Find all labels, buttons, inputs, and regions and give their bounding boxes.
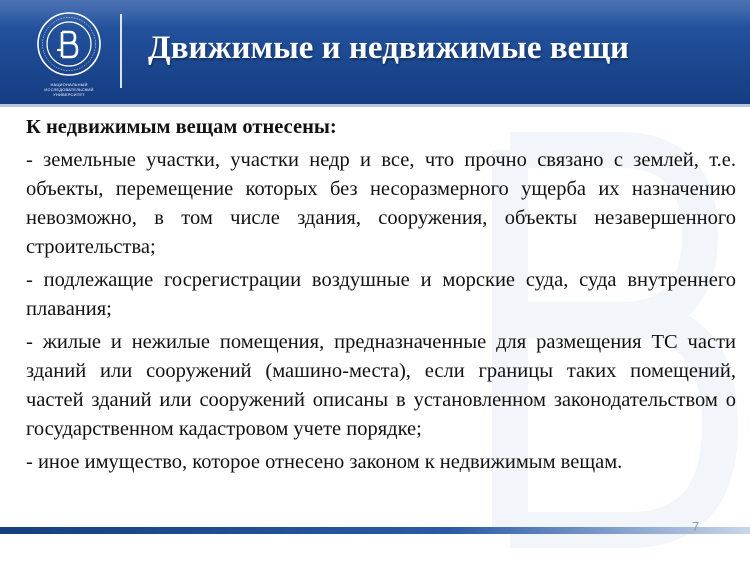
page-number: 7 <box>692 519 700 534</box>
list-item: - жилые и нежилые помещения, предназначенные для размещения ТС части зданий или сооружений (машино-места), если границы таких помещений, частей зданий или сооружений описаны в установленном законодательством о государственном кадастровом учете порядке; <box>26 331 736 440</box>
slide-body <box>26 113 736 481</box>
slide-header <box>0 0 750 104</box>
logo-caption: НАЦИОНАЛЬНЫЙ ИССЛЕДОВАТЕЛЬСКИЙ УНИВЕРСИТЕТ <box>44 82 94 97</box>
hse-logo <box>26 10 112 97</box>
header-shine <box>0 0 750 28</box>
slide-title: Движимые и недвижимые вещи <box>148 30 630 66</box>
footer-bar <box>0 527 750 534</box>
list-item: - иное имущество, которое отнесено законом к недвижимым вещам. <box>26 451 623 473</box>
list-item: - земельные участки, участки недр и все, что прочно связано с землей, т.е. объекты, перемещение которых без несоразмерного ущерба их назначению невозможно, в том числе здания, сооружения, объекты незавершенного строительства; <box>26 149 736 258</box>
university-seal-icon <box>30 10 108 82</box>
content-heading: К недвижимым вещам отнесены: <box>26 116 337 138</box>
header-rule <box>0 104 750 107</box>
list-item: - подлежащие госрегистрации воздушные и морские суда, суда внутреннего плавания; <box>26 269 736 320</box>
header-divider <box>120 14 122 88</box>
